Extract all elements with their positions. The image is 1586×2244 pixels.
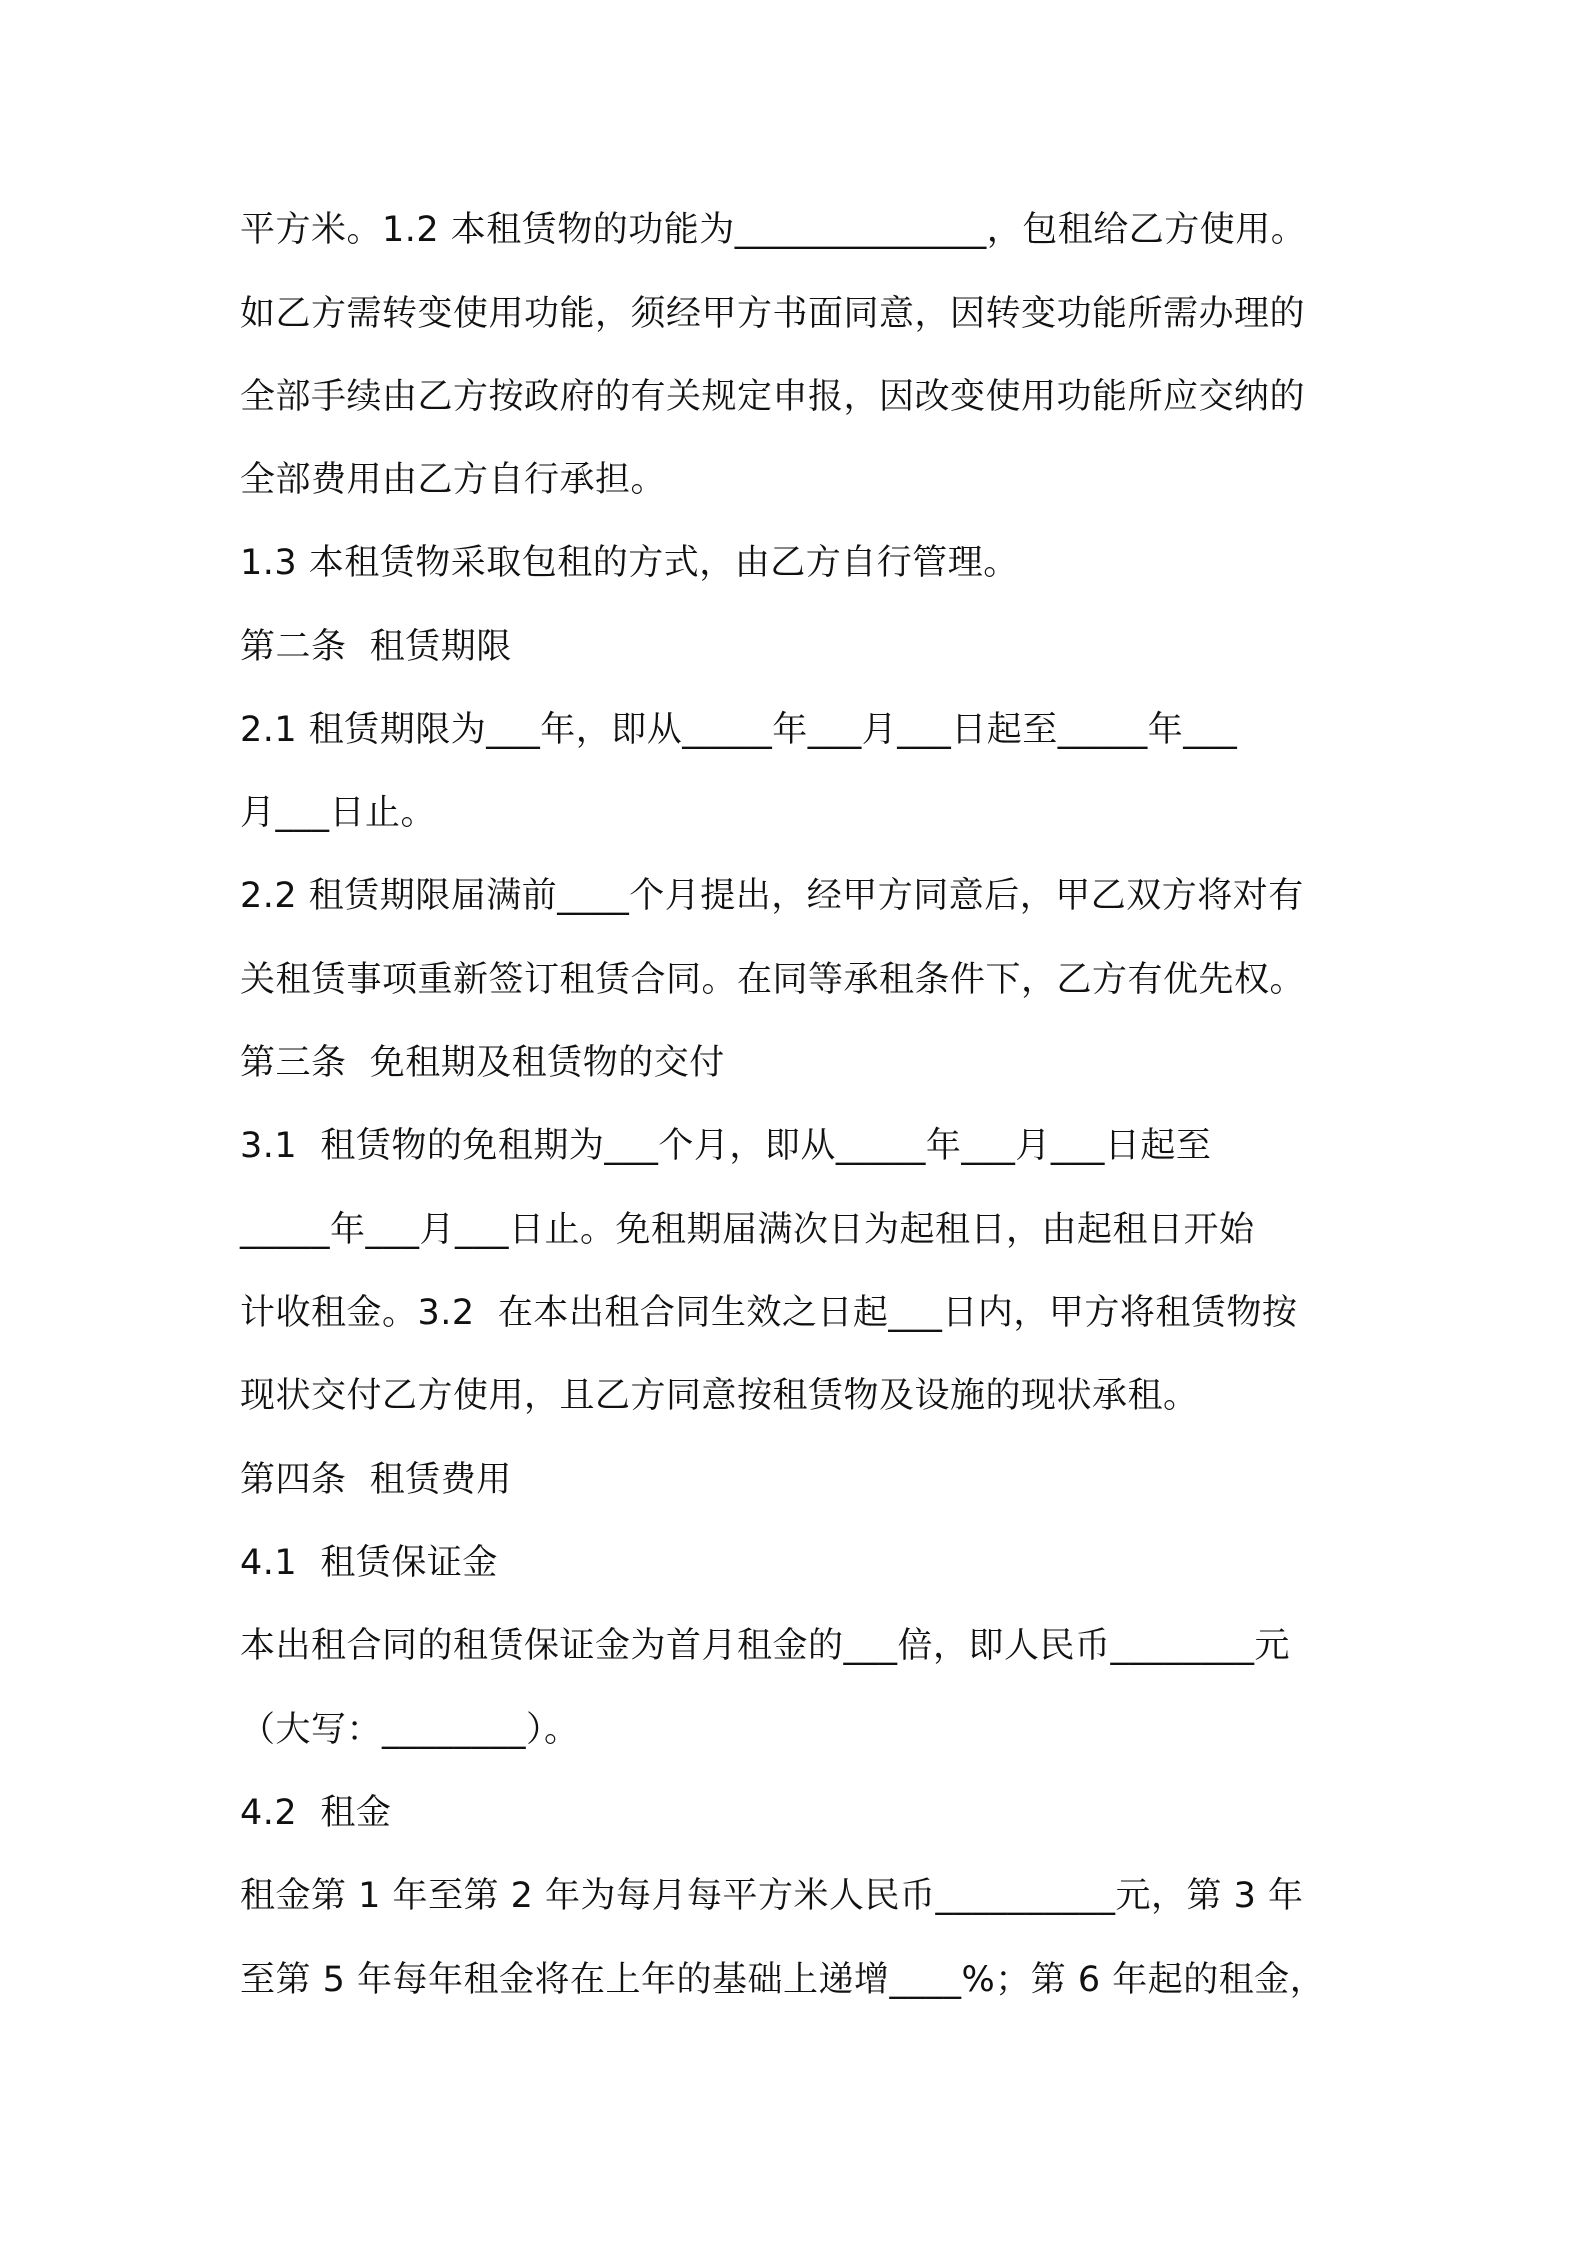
subsection-heading: 4.1 租赁保证金 — [240, 1543, 498, 1583]
text-line: _____年___月___日止。免租期届满次日为起租日，由起租日开始 — [240, 1210, 1255, 1250]
text-line: 全部费用由乙方自行承担。 — [240, 460, 667, 500]
text-line: 全部手续由乙方按政府的有关规定申报，因改变使用功能所应交纳的 — [240, 377, 1306, 417]
section-heading: 第二条 租赁期限 — [240, 627, 512, 667]
text-line: 3.1 租赁物的免租期为___个月，即从_____年___月___日起至 — [240, 1126, 1212, 1166]
text-line: 现状交付乙方使用，且乙方同意按租赁物及设施的现状承租。 — [240, 1376, 1199, 1416]
text-line: 平方米。1.2 本租赁物的功能为______________，包租给乙方使用。 — [240, 210, 1307, 250]
text-line: 至第 5 年每年租金将在上年的基础上递增____%；第 6 年起的租金， — [240, 1960, 1326, 2000]
text-line: （大写：________）。 — [240, 1710, 580, 1750]
text-line: 2.1 租赁期限为___年，即从_____年___月___日起至_____年___ — [240, 710, 1238, 750]
text-line: 关租赁事项重新签订租赁合同。在同等承租条件下，乙方有优先权。 — [240, 960, 1306, 1000]
text-line: 1.3 本租赁物采取包租的方式，由乙方自行管理。 — [240, 543, 1019, 583]
text-line: 2.2 租赁期限届满前____个月提出，经甲方同意后，甲乙双方将对有 — [240, 876, 1304, 916]
text-line: 计收租金。3.2 在本出租合同生效之日起___日内，甲方将租赁物按 — [240, 1293, 1298, 1333]
section-heading: 第三条 免租期及租赁物的交付 — [240, 1043, 725, 1083]
text-line: 月___日止。 — [240, 793, 437, 833]
text-line: 如乙方需转变使用功能，须经甲方书面同意，因转变功能所需办理的 — [240, 294, 1306, 334]
subsection-heading: 4.2 租金 — [240, 1793, 392, 1833]
text-line: 本出租合同的租赁保证金为首月租金的___倍，即人民币________元 — [240, 1626, 1291, 1666]
section-heading: 第四条 租赁费用 — [240, 1460, 512, 1500]
text-line: 租金第 1 年至第 2 年为每月每平方米人民币__________元，第 3 年 — [240, 1876, 1304, 1916]
